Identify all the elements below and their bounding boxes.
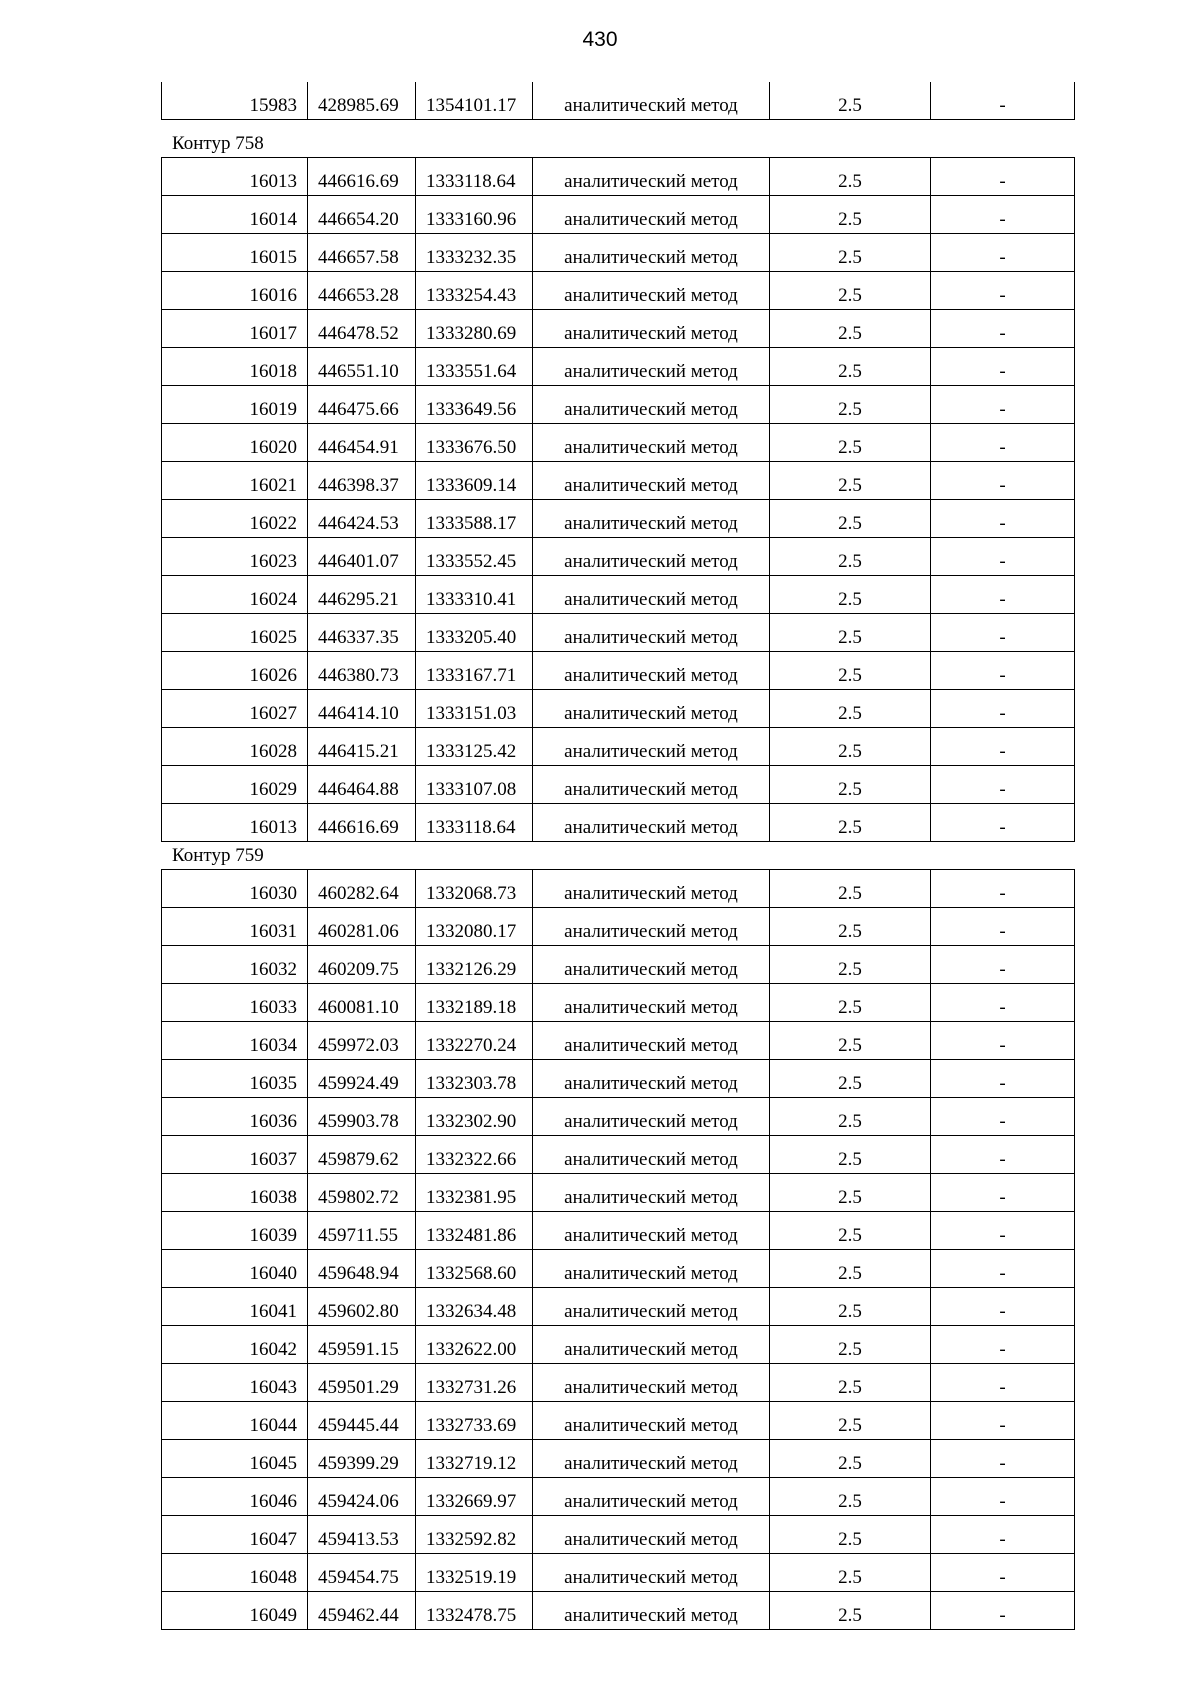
method-cell: аналитический метод bbox=[533, 1554, 770, 1592]
x-coordinate-cell: 446464.88 bbox=[308, 766, 416, 804]
accuracy-cell: 2.5 bbox=[770, 1060, 931, 1098]
table-row bbox=[162, 234, 1075, 272]
method-cell: аналитический метод bbox=[533, 804, 770, 842]
method-cell: аналитический метод bbox=[533, 1250, 770, 1288]
table-row bbox=[162, 908, 1075, 946]
method-cell: аналитический метод bbox=[533, 1592, 770, 1630]
method-cell: аналитический метод bbox=[533, 652, 770, 690]
table-row bbox=[162, 1174, 1075, 1212]
point-number-cell: 16039 bbox=[162, 1212, 308, 1250]
method-cell: аналитический метод bbox=[533, 908, 770, 946]
x-coordinate-cell: 459648.94 bbox=[308, 1250, 416, 1288]
point-number-cell: 16026 bbox=[162, 652, 308, 690]
point-number-cell: 16021 bbox=[162, 462, 308, 500]
y-coordinate-cell: 1332519.19 bbox=[416, 1554, 533, 1592]
y-coordinate-cell: 1354101.17 bbox=[416, 82, 533, 120]
description-cell: - bbox=[931, 272, 1075, 310]
y-coordinate-cell: 1333118.64 bbox=[416, 158, 533, 196]
point-number-cell: 16042 bbox=[162, 1326, 308, 1364]
description-cell: - bbox=[931, 728, 1075, 766]
description-cell: - bbox=[931, 500, 1075, 538]
page-number: 430 bbox=[582, 28, 618, 51]
y-coordinate-cell: 1332481.86 bbox=[416, 1212, 533, 1250]
x-coordinate-cell: 459602.80 bbox=[308, 1288, 416, 1326]
coordinates-table-contour-759 bbox=[161, 869, 1075, 1630]
method-cell: аналитический метод bbox=[533, 690, 770, 728]
y-coordinate-cell: 1332080.17 bbox=[416, 908, 533, 946]
point-number-cell: 16044 bbox=[162, 1402, 308, 1440]
description-cell: - bbox=[931, 462, 1075, 500]
point-number-cell: 16023 bbox=[162, 538, 308, 576]
table-row bbox=[162, 538, 1075, 576]
accuracy-cell: 2.5 bbox=[770, 424, 931, 462]
description-cell: - bbox=[931, 946, 1075, 984]
accuracy-cell: 2.5 bbox=[770, 1174, 931, 1212]
point-number-cell: 16030 bbox=[162, 870, 308, 908]
accuracy-cell: 2.5 bbox=[770, 310, 931, 348]
description-cell: - bbox=[931, 652, 1075, 690]
accuracy-cell: 2.5 bbox=[770, 1402, 931, 1440]
x-coordinate-cell: 446295.21 bbox=[308, 576, 416, 614]
y-coordinate-cell: 1332733.69 bbox=[416, 1402, 533, 1440]
table-row bbox=[162, 1098, 1075, 1136]
method-cell: аналитический метод bbox=[533, 946, 770, 984]
accuracy-cell: 2.5 bbox=[770, 1516, 931, 1554]
table-body bbox=[162, 870, 1075, 1630]
description-cell: - bbox=[931, 82, 1075, 120]
y-coordinate-cell: 1333588.17 bbox=[416, 500, 533, 538]
table-row bbox=[162, 870, 1075, 908]
point-number-cell: 16032 bbox=[162, 946, 308, 984]
method-cell: аналитический метод bbox=[533, 158, 770, 196]
y-coordinate-cell: 1333118.64 bbox=[416, 804, 533, 842]
table-row bbox=[162, 82, 1075, 120]
accuracy-cell: 2.5 bbox=[770, 1250, 931, 1288]
table-row bbox=[162, 272, 1075, 310]
x-coordinate-cell: 446616.69 bbox=[308, 804, 416, 842]
y-coordinate-cell: 1333551.64 bbox=[416, 348, 533, 386]
method-cell: аналитический метод bbox=[533, 196, 770, 234]
accuracy-cell: 2.5 bbox=[770, 946, 931, 984]
description-cell: - bbox=[931, 386, 1075, 424]
description-cell: - bbox=[931, 870, 1075, 908]
table-row bbox=[162, 386, 1075, 424]
y-coordinate-cell: 1332478.75 bbox=[416, 1592, 533, 1630]
table-row bbox=[162, 1592, 1075, 1630]
x-coordinate-cell: 459802.72 bbox=[308, 1174, 416, 1212]
table-row bbox=[162, 1022, 1075, 1060]
point-number-cell: 16047 bbox=[162, 1516, 308, 1554]
y-coordinate-cell: 1333107.08 bbox=[416, 766, 533, 804]
method-cell: аналитический метод bbox=[533, 1326, 770, 1364]
x-coordinate-cell: 446415.21 bbox=[308, 728, 416, 766]
method-cell: аналитический метод bbox=[533, 424, 770, 462]
accuracy-cell: 2.5 bbox=[770, 1364, 931, 1402]
description-cell: - bbox=[931, 1554, 1075, 1592]
table-row bbox=[162, 310, 1075, 348]
y-coordinate-cell: 1333205.40 bbox=[416, 614, 533, 652]
point-number-cell: 16017 bbox=[162, 310, 308, 348]
y-coordinate-cell: 1332592.82 bbox=[416, 1516, 533, 1554]
point-number-cell: 16015 bbox=[162, 234, 308, 272]
table-row bbox=[162, 1364, 1075, 1402]
table-row bbox=[162, 766, 1075, 804]
point-number-cell: 15983 bbox=[162, 82, 308, 120]
method-cell: аналитический метод bbox=[533, 1440, 770, 1478]
point-number-cell: 16016 bbox=[162, 272, 308, 310]
accuracy-cell: 2.5 bbox=[770, 576, 931, 614]
description-cell: - bbox=[931, 804, 1075, 842]
accuracy-cell: 2.5 bbox=[770, 196, 931, 234]
table-row bbox=[162, 984, 1075, 1022]
description-cell: - bbox=[931, 1174, 1075, 1212]
table-row bbox=[162, 804, 1075, 842]
accuracy-cell: 2.5 bbox=[770, 804, 931, 842]
x-coordinate-cell: 459462.44 bbox=[308, 1592, 416, 1630]
method-cell: аналитический метод bbox=[533, 1402, 770, 1440]
description-cell: - bbox=[931, 1326, 1075, 1364]
description-cell: - bbox=[931, 576, 1075, 614]
point-number-cell: 16037 bbox=[162, 1136, 308, 1174]
y-coordinate-cell: 1333552.45 bbox=[416, 538, 533, 576]
method-cell: аналитический метод bbox=[533, 1364, 770, 1402]
description-cell: - bbox=[931, 1250, 1075, 1288]
table-row bbox=[162, 424, 1075, 462]
table-row bbox=[162, 576, 1075, 614]
x-coordinate-cell: 446475.66 bbox=[308, 386, 416, 424]
table-row bbox=[162, 1060, 1075, 1098]
x-coordinate-cell: 459711.55 bbox=[308, 1212, 416, 1250]
table-body bbox=[162, 82, 1075, 120]
description-cell: - bbox=[931, 1402, 1075, 1440]
accuracy-cell: 2.5 bbox=[770, 728, 931, 766]
table-row bbox=[162, 1250, 1075, 1288]
y-coordinate-cell: 1332381.95 bbox=[416, 1174, 533, 1212]
x-coordinate-cell: 459591.15 bbox=[308, 1326, 416, 1364]
method-cell: аналитический метод bbox=[533, 1174, 770, 1212]
x-coordinate-cell: 446616.69 bbox=[308, 158, 416, 196]
x-coordinate-cell: 459903.78 bbox=[308, 1098, 416, 1136]
accuracy-cell: 2.5 bbox=[770, 234, 931, 272]
method-cell: аналитический метод bbox=[533, 576, 770, 614]
description-cell: - bbox=[931, 984, 1075, 1022]
description-cell: - bbox=[931, 348, 1075, 386]
contour-label: Контур 759 bbox=[172, 845, 264, 866]
x-coordinate-cell: 446653.28 bbox=[308, 272, 416, 310]
point-number-cell: 16046 bbox=[162, 1478, 308, 1516]
y-coordinate-cell: 1333676.50 bbox=[416, 424, 533, 462]
accuracy-cell: 2.5 bbox=[770, 1212, 931, 1250]
x-coordinate-cell: 459972.03 bbox=[308, 1022, 416, 1060]
y-coordinate-cell: 1333254.43 bbox=[416, 272, 533, 310]
point-number-cell: 16031 bbox=[162, 908, 308, 946]
method-cell: аналитический метод bbox=[533, 614, 770, 652]
accuracy-cell: 2.5 bbox=[770, 652, 931, 690]
description-cell: - bbox=[931, 158, 1075, 196]
y-coordinate-cell: 1332622.00 bbox=[416, 1326, 533, 1364]
description-cell: - bbox=[931, 1364, 1075, 1402]
description-cell: - bbox=[931, 690, 1075, 728]
accuracy-cell: 2.5 bbox=[770, 1440, 931, 1478]
description-cell: - bbox=[931, 424, 1075, 462]
accuracy-cell: 2.5 bbox=[770, 766, 931, 804]
x-coordinate-cell: 446657.58 bbox=[308, 234, 416, 272]
description-cell: - bbox=[931, 538, 1075, 576]
table-row bbox=[162, 1554, 1075, 1592]
coordinates-table-contour-758 bbox=[161, 157, 1075, 842]
description-cell: - bbox=[931, 908, 1075, 946]
description-cell: - bbox=[931, 1440, 1075, 1478]
method-cell: аналитический метод bbox=[533, 538, 770, 576]
description-cell: - bbox=[931, 1212, 1075, 1250]
table-row bbox=[162, 1402, 1075, 1440]
accuracy-cell: 2.5 bbox=[770, 1478, 931, 1516]
x-coordinate-cell: 459501.29 bbox=[308, 1364, 416, 1402]
description-cell: - bbox=[931, 196, 1075, 234]
table-row bbox=[162, 462, 1075, 500]
y-coordinate-cell: 1333649.56 bbox=[416, 386, 533, 424]
y-coordinate-cell: 1332731.26 bbox=[416, 1364, 533, 1402]
x-coordinate-cell: 428985.69 bbox=[308, 82, 416, 120]
x-coordinate-cell: 446478.52 bbox=[308, 310, 416, 348]
x-coordinate-cell: 459413.53 bbox=[308, 1516, 416, 1554]
point-number-cell: 16049 bbox=[162, 1592, 308, 1630]
description-cell: - bbox=[931, 310, 1075, 348]
accuracy-cell: 2.5 bbox=[770, 614, 931, 652]
point-number-cell: 16013 bbox=[162, 158, 308, 196]
description-cell: - bbox=[931, 1060, 1075, 1098]
table-row bbox=[162, 728, 1075, 766]
accuracy-cell: 2.5 bbox=[770, 386, 931, 424]
description-cell: - bbox=[931, 1288, 1075, 1326]
table-row bbox=[162, 1136, 1075, 1174]
method-cell: аналитический метод bbox=[533, 348, 770, 386]
method-cell: аналитический метод bbox=[533, 272, 770, 310]
table-row bbox=[162, 1516, 1075, 1554]
y-coordinate-cell: 1332719.12 bbox=[416, 1440, 533, 1478]
method-cell: аналитический метод bbox=[533, 234, 770, 272]
y-coordinate-cell: 1332068.73 bbox=[416, 870, 533, 908]
y-coordinate-cell: 1333125.42 bbox=[416, 728, 533, 766]
y-coordinate-cell: 1333160.96 bbox=[416, 196, 533, 234]
y-coordinate-cell: 1332189.18 bbox=[416, 984, 533, 1022]
method-cell: аналитический метод bbox=[533, 1136, 770, 1174]
point-number-cell: 16038 bbox=[162, 1174, 308, 1212]
point-number-cell: 16022 bbox=[162, 500, 308, 538]
x-coordinate-cell: 459445.44 bbox=[308, 1402, 416, 1440]
accuracy-cell: 2.5 bbox=[770, 1136, 931, 1174]
point-number-cell: 16013 bbox=[162, 804, 308, 842]
point-number-cell: 16020 bbox=[162, 424, 308, 462]
accuracy-cell: 2.5 bbox=[770, 1592, 931, 1630]
accuracy-cell: 2.5 bbox=[770, 1326, 931, 1364]
point-number-cell: 16045 bbox=[162, 1440, 308, 1478]
x-coordinate-cell: 459454.75 bbox=[308, 1554, 416, 1592]
contour-label: Контур 758 bbox=[172, 133, 264, 154]
method-cell: аналитический метод bbox=[533, 386, 770, 424]
description-cell: - bbox=[931, 1022, 1075, 1060]
accuracy-cell: 2.5 bbox=[770, 1098, 931, 1136]
table-row bbox=[162, 1440, 1075, 1478]
method-cell: аналитический метод bbox=[533, 766, 770, 804]
method-cell: аналитический метод bbox=[533, 1212, 770, 1250]
accuracy-cell: 2.5 bbox=[770, 908, 931, 946]
x-coordinate-cell: 446398.37 bbox=[308, 462, 416, 500]
point-number-cell: 16041 bbox=[162, 1288, 308, 1326]
x-coordinate-cell: 460209.75 bbox=[308, 946, 416, 984]
accuracy-cell: 2.5 bbox=[770, 272, 931, 310]
point-number-cell: 16033 bbox=[162, 984, 308, 1022]
table-row bbox=[162, 196, 1075, 234]
table-row bbox=[162, 500, 1075, 538]
method-cell: аналитический метод bbox=[533, 1516, 770, 1554]
method-cell: аналитический метод bbox=[533, 1288, 770, 1326]
y-coordinate-cell: 1333167.71 bbox=[416, 652, 533, 690]
method-cell: аналитический метод bbox=[533, 1022, 770, 1060]
accuracy-cell: 2.5 bbox=[770, 538, 931, 576]
description-cell: - bbox=[931, 1136, 1075, 1174]
accuracy-cell: 2.5 bbox=[770, 870, 931, 908]
method-cell: аналитический метод bbox=[533, 870, 770, 908]
point-number-cell: 16048 bbox=[162, 1554, 308, 1592]
x-coordinate-cell: 446380.73 bbox=[308, 652, 416, 690]
table-row bbox=[162, 614, 1075, 652]
point-number-cell: 16035 bbox=[162, 1060, 308, 1098]
point-number-cell: 16014 bbox=[162, 196, 308, 234]
y-coordinate-cell: 1333151.03 bbox=[416, 690, 533, 728]
table-row bbox=[162, 158, 1075, 196]
x-coordinate-cell: 459879.62 bbox=[308, 1136, 416, 1174]
method-cell: аналитический метод bbox=[533, 310, 770, 348]
accuracy-cell: 2.5 bbox=[770, 500, 931, 538]
x-coordinate-cell: 459399.29 bbox=[308, 1440, 416, 1478]
point-number-cell: 16029 bbox=[162, 766, 308, 804]
point-number-cell: 16018 bbox=[162, 348, 308, 386]
y-coordinate-cell: 1332302.90 bbox=[416, 1098, 533, 1136]
x-coordinate-cell: 459924.49 bbox=[308, 1060, 416, 1098]
method-cell: аналитический метод bbox=[533, 1060, 770, 1098]
x-coordinate-cell: 460281.06 bbox=[308, 908, 416, 946]
coordinates-table-continued bbox=[161, 82, 1075, 120]
point-number-cell: 16024 bbox=[162, 576, 308, 614]
point-number-cell: 16027 bbox=[162, 690, 308, 728]
table-row bbox=[162, 1326, 1075, 1364]
description-cell: - bbox=[931, 614, 1075, 652]
x-coordinate-cell: 446401.07 bbox=[308, 538, 416, 576]
y-coordinate-cell: 1332270.24 bbox=[416, 1022, 533, 1060]
y-coordinate-cell: 1332568.60 bbox=[416, 1250, 533, 1288]
point-number-cell: 16040 bbox=[162, 1250, 308, 1288]
x-coordinate-cell: 459424.06 bbox=[308, 1478, 416, 1516]
y-coordinate-cell: 1333280.69 bbox=[416, 310, 533, 348]
description-cell: - bbox=[931, 1516, 1075, 1554]
method-cell: аналитический метод bbox=[533, 728, 770, 766]
x-coordinate-cell: 446454.91 bbox=[308, 424, 416, 462]
x-coordinate-cell: 460282.64 bbox=[308, 870, 416, 908]
y-coordinate-cell: 1332126.29 bbox=[416, 946, 533, 984]
description-cell: - bbox=[931, 234, 1075, 272]
table-row bbox=[162, 652, 1075, 690]
table-body bbox=[162, 158, 1075, 842]
point-number-cell: 16043 bbox=[162, 1364, 308, 1402]
y-coordinate-cell: 1333232.35 bbox=[416, 234, 533, 272]
method-cell: аналитический метод bbox=[533, 462, 770, 500]
y-coordinate-cell: 1332634.48 bbox=[416, 1288, 533, 1326]
accuracy-cell: 2.5 bbox=[770, 1022, 931, 1060]
x-coordinate-cell: 446424.53 bbox=[308, 500, 416, 538]
table-row bbox=[162, 1478, 1075, 1516]
y-coordinate-cell: 1333609.14 bbox=[416, 462, 533, 500]
description-cell: - bbox=[931, 1478, 1075, 1516]
y-coordinate-cell: 1332303.78 bbox=[416, 1060, 533, 1098]
point-number-cell: 16036 bbox=[162, 1098, 308, 1136]
method-cell: аналитический метод bbox=[533, 500, 770, 538]
point-number-cell: 16025 bbox=[162, 614, 308, 652]
accuracy-cell: 2.5 bbox=[770, 462, 931, 500]
point-number-cell: 16019 bbox=[162, 386, 308, 424]
description-cell: - bbox=[931, 1592, 1075, 1630]
accuracy-cell: 2.5 bbox=[770, 984, 931, 1022]
accuracy-cell: 2.5 bbox=[770, 690, 931, 728]
accuracy-cell: 2.5 bbox=[770, 82, 931, 120]
x-coordinate-cell: 446654.20 bbox=[308, 196, 416, 234]
method-cell: аналитический метод bbox=[533, 984, 770, 1022]
method-cell: аналитический метод bbox=[533, 82, 770, 120]
x-coordinate-cell: 446337.35 bbox=[308, 614, 416, 652]
description-cell: - bbox=[931, 766, 1075, 804]
accuracy-cell: 2.5 bbox=[770, 1288, 931, 1326]
table-row bbox=[162, 348, 1075, 386]
point-number-cell: 16034 bbox=[162, 1022, 308, 1060]
y-coordinate-cell: 1333310.41 bbox=[416, 576, 533, 614]
table-row bbox=[162, 1288, 1075, 1326]
method-cell: аналитический метод bbox=[533, 1478, 770, 1516]
method-cell: аналитический метод bbox=[533, 1098, 770, 1136]
table-row bbox=[162, 946, 1075, 984]
accuracy-cell: 2.5 bbox=[770, 1554, 931, 1592]
x-coordinate-cell: 446414.10 bbox=[308, 690, 416, 728]
y-coordinate-cell: 1332322.66 bbox=[416, 1136, 533, 1174]
table-row bbox=[162, 1212, 1075, 1250]
description-cell: - bbox=[931, 1098, 1075, 1136]
y-coordinate-cell: 1332669.97 bbox=[416, 1478, 533, 1516]
point-number-cell: 16028 bbox=[162, 728, 308, 766]
accuracy-cell: 2.5 bbox=[770, 158, 931, 196]
x-coordinate-cell: 446551.10 bbox=[308, 348, 416, 386]
x-coordinate-cell: 460081.10 bbox=[308, 984, 416, 1022]
accuracy-cell: 2.5 bbox=[770, 348, 931, 386]
table-row bbox=[162, 690, 1075, 728]
